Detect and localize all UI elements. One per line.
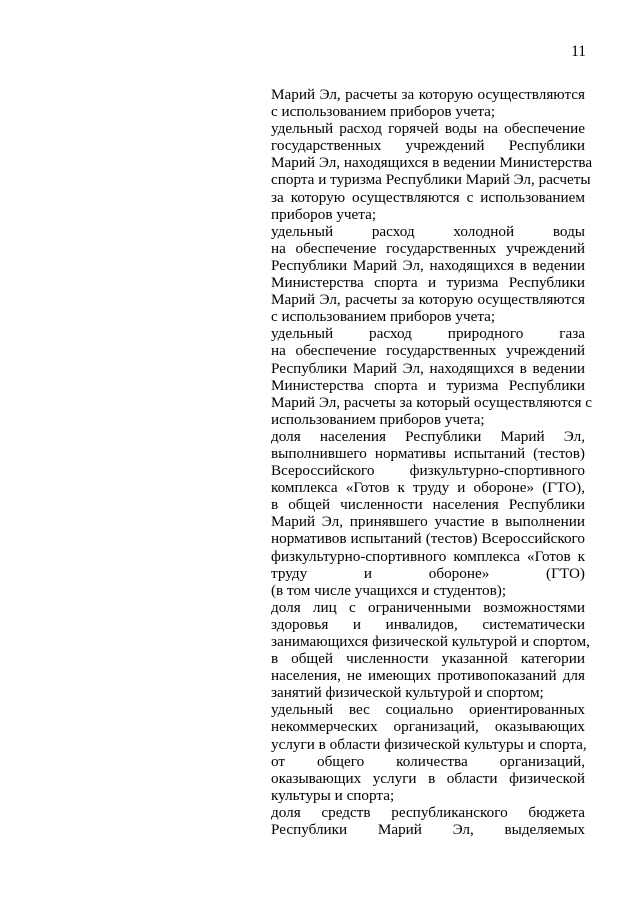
paragraph (271, 428, 585, 599)
text-line: удельный вес социально ориентированных (271, 701, 585, 719)
text-line: комплекса «Готов к труду и обороне» (ГТО), (271, 479, 585, 497)
text-line: Республики Марий Эл, находящихся в ведении (271, 359, 585, 377)
text-line: оказывающих услуги в области физической (271, 769, 585, 787)
text-line: доля лиц с ограниченными возможностями (271, 598, 585, 616)
text-line: Марий Эл, расчеты за который осуществляются с (271, 393, 593, 411)
text-line: Министерства спорта и туризма Республики (271, 376, 585, 394)
text-line: спорта и туризма Республики Марий Эл, расчеты (271, 171, 591, 189)
page-number: 11 (571, 43, 586, 60)
text-line: Республики Марий Эл, находящихся в ведении (271, 256, 585, 274)
paragraph (271, 325, 593, 428)
text-line: от общего количества организаций, (271, 752, 585, 770)
text-line: удельный расход горячей воды на обеспечение (271, 120, 585, 138)
text-line: услуги в области физической культуры и спорта, (271, 735, 587, 753)
text-line: на обеспечение государственных учреждений (271, 342, 585, 360)
text-line: Марий Эл, расчеты за которую осуществляются (271, 291, 585, 309)
text-line: Марий Эл, принявшего участие в выполнении (271, 513, 585, 531)
text-line: удельный расход природного газа (271, 325, 585, 343)
text-line: нормативов испытаний (тестов) Всероссийского (271, 530, 585, 548)
text-line: доля населения Республики Марий Эл, (271, 427, 585, 445)
text-line: культуры и спорта; (271, 786, 395, 804)
text-line: в общей численности указанной категории (271, 650, 585, 668)
paragraph (271, 86, 585, 120)
text-line: за которую осуществляются с использованием (271, 188, 585, 206)
text-line: удельный расход холодной воды (271, 222, 585, 240)
text-line: некоммерческих организаций, оказывающих (271, 718, 585, 736)
text-line: с использованием приборов учета; (271, 308, 496, 326)
paragraph (271, 598, 590, 702)
text-line: с использованием приборов учета; (271, 103, 496, 121)
text-line: (в том числе учащихся и студентов); (271, 581, 507, 599)
text-line: занятий физической культурой и спортом; (271, 684, 544, 702)
text-line: труду и обороне» (ГТО) (271, 564, 585, 582)
text-line: на обеспечение государственных учреждений (271, 239, 585, 257)
paragraph (271, 120, 593, 223)
paragraph (271, 701, 585, 804)
text-line: Марий Эл, находящихся в ведении Министерства (271, 154, 593, 172)
text-line: выполнившего нормативы испытаний (тестов) (271, 444, 585, 462)
text-line: населения, не имеющих противопоказаний для (271, 667, 585, 685)
text-line: Марий Эл, расчеты за которую осуществляются (271, 86, 585, 103)
paragraph (271, 804, 585, 838)
paragraph (271, 223, 585, 326)
text-line: приборов учета; (271, 205, 377, 223)
text-line: здоровья и инвалидов, систематически (271, 615, 585, 633)
text-line: Республики Марий Эл, выделяемых (271, 821, 585, 839)
text-line: доля средств республиканского бюджета (271, 803, 585, 821)
text-line: Министерства спорта и туризма Республики (271, 274, 585, 292)
text-line: занимающихся физической культурой и спортом, (271, 633, 590, 650)
text-line: Всероссийского физкультурно-спортивного (271, 462, 585, 480)
text-line: государственных учреждений Республики (271, 137, 585, 155)
body-text (271, 86, 593, 839)
text-line: использованием приборов учета; (271, 410, 485, 428)
text-line: в общей численности населения Республики (271, 496, 585, 514)
text-line: физкультурно-спортивного комплекса «Готов к (271, 547, 585, 565)
